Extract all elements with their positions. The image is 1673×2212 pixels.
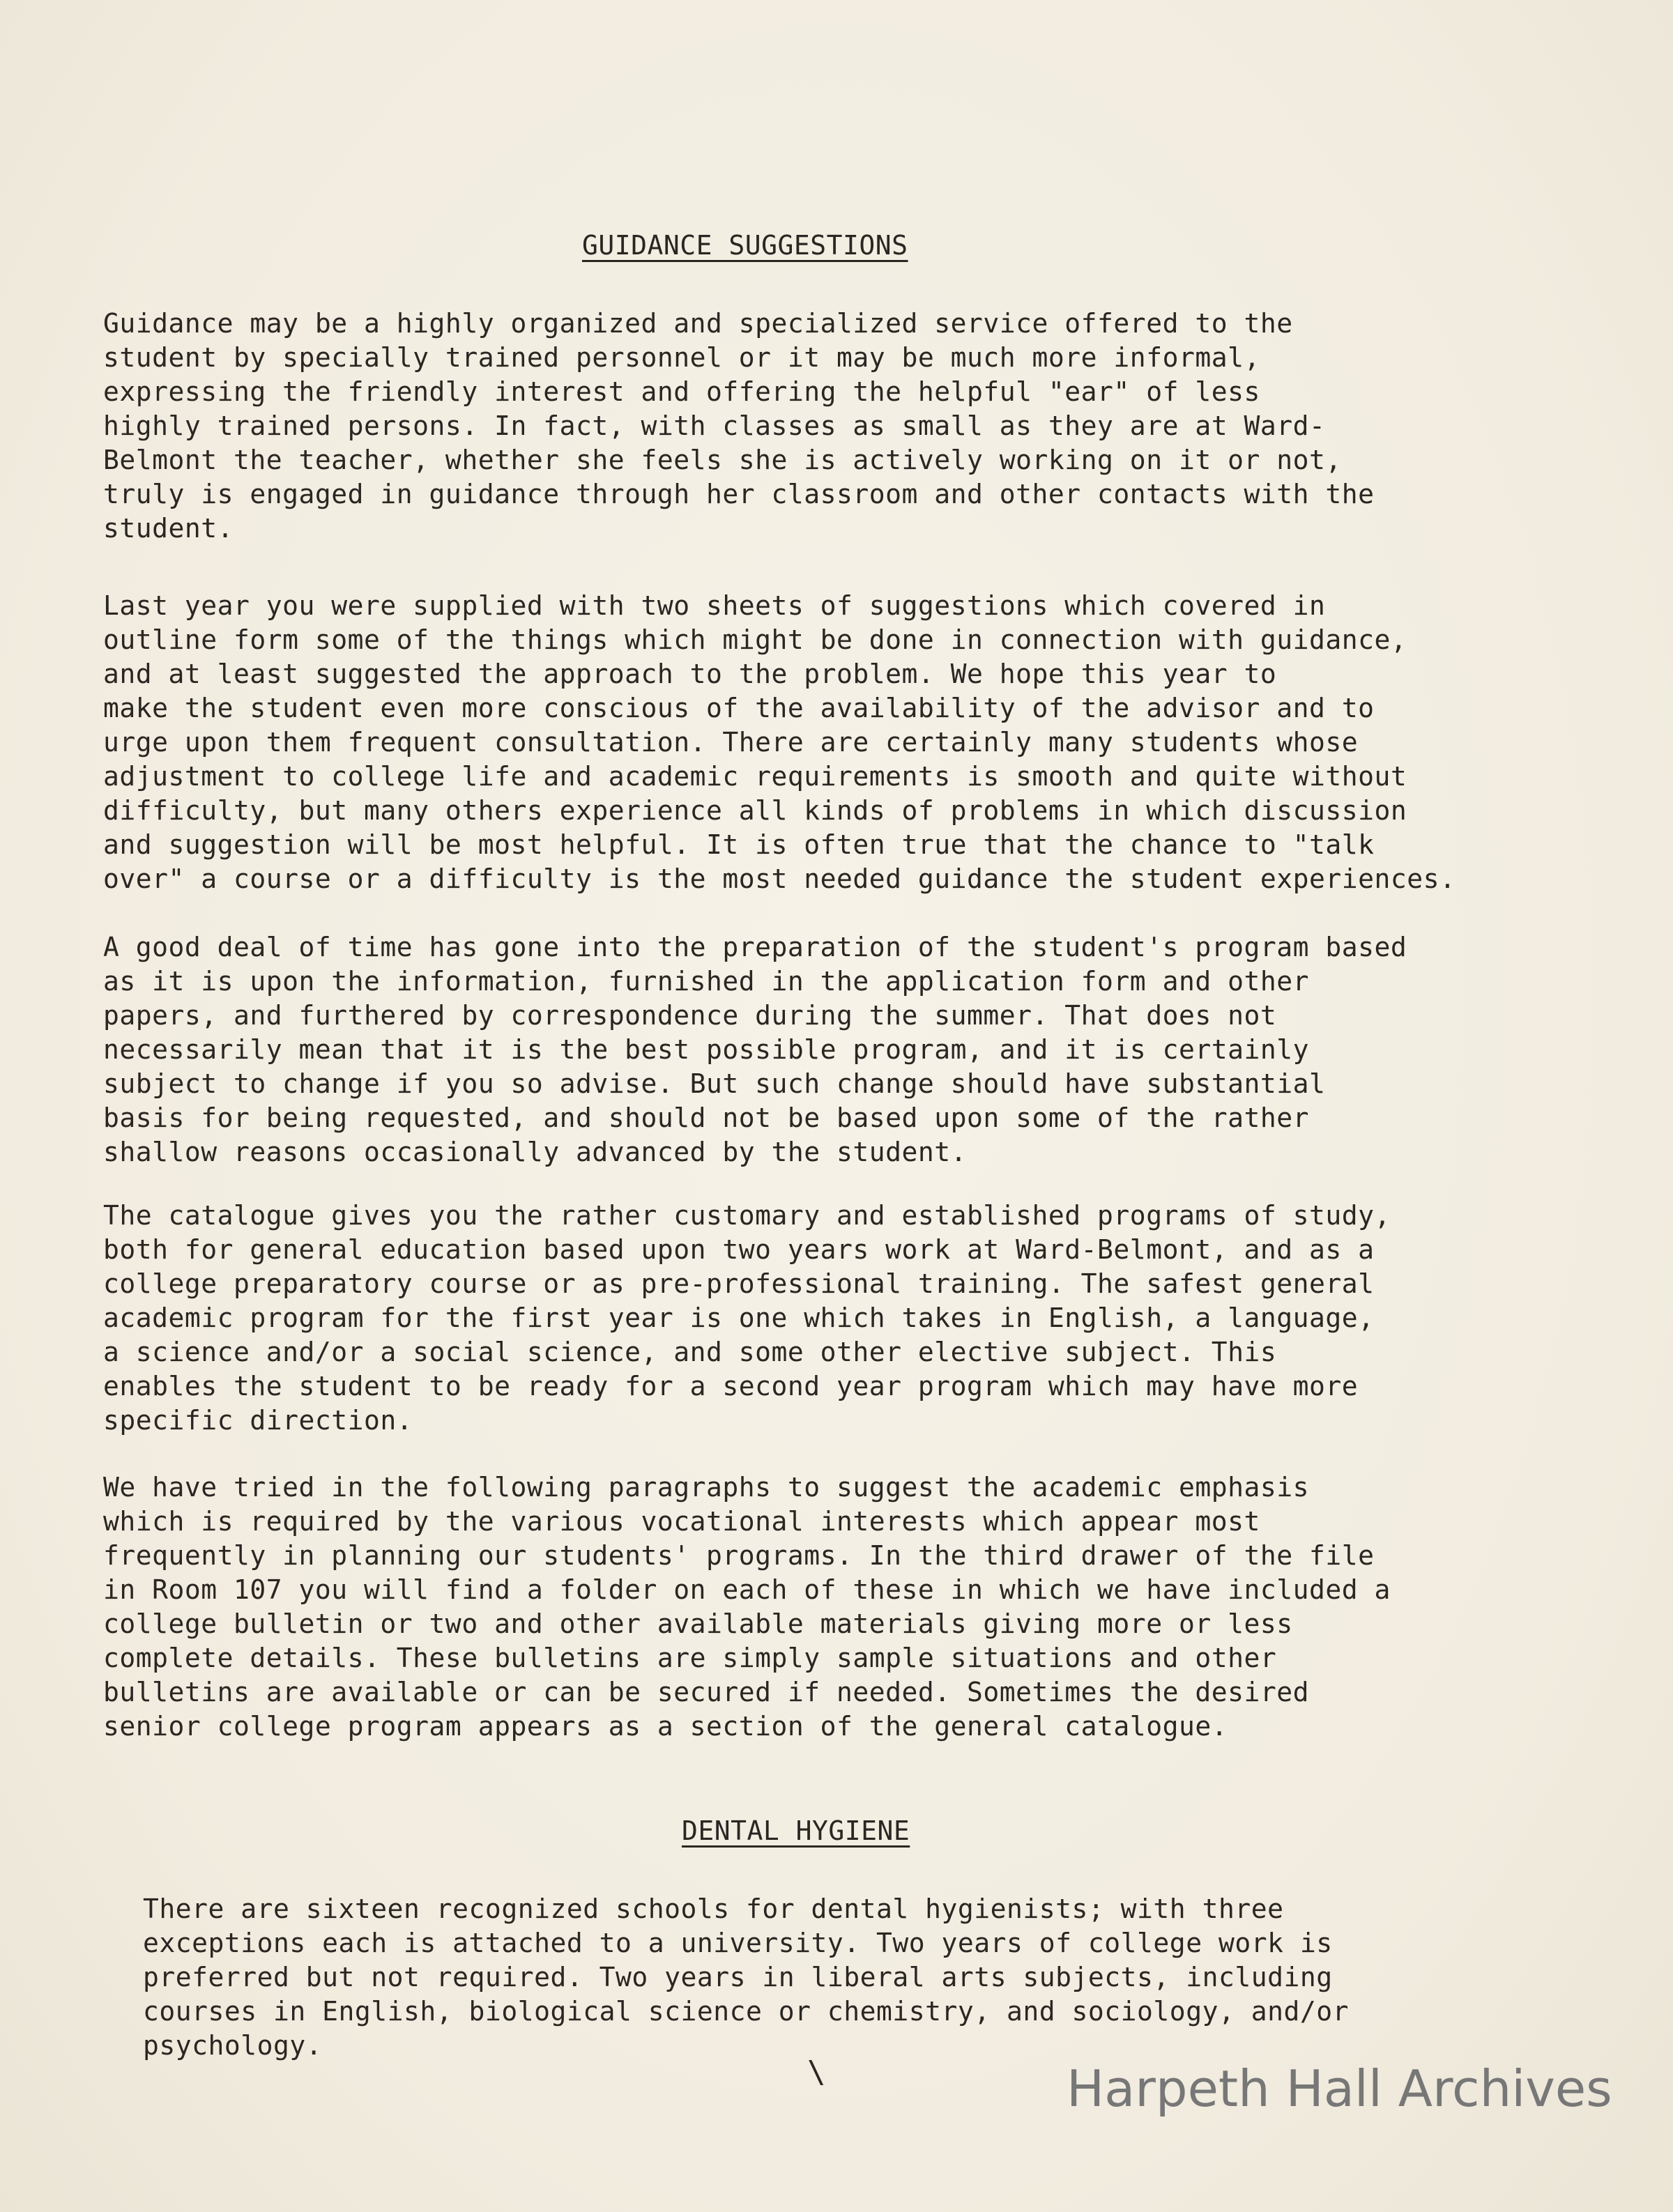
paragraph-line: complete details. These bulletins are simply sample situations and other (103, 1643, 1277, 1673)
paragraph-line: courses in English, biological science or chemistry, and sociology, and/or (143, 1996, 1349, 2027)
paragraph-line: Belmont the teacher, whether she feels she is actively working on it or not, (103, 445, 1342, 475)
paragraph-line: enables the student to be ready for a second year program which may have more (103, 1371, 1359, 1401)
paragraph-vocational-interests (103, 1470, 1539, 1744)
paragraph-line: which is required by the various vocational interests which appear most (103, 1506, 1260, 1537)
paragraph-line: in Room 107 you will find a folder on each of these in which we have included a (103, 1574, 1391, 1605)
paragraph-catalogue (103, 1199, 1539, 1438)
paragraph-last-year (103, 589, 1539, 896)
paragraph-line: The catalogue gives you the rather customary and established programs of study, (103, 1200, 1391, 1231)
document-title: GUIDANCE SUGGESTIONS (582, 230, 908, 261)
paragraph-line: urge upon them frequent consultation. There are certainly many students whose (103, 727, 1359, 758)
paragraph-line: psychology. (143, 2030, 323, 2061)
paragraph-line: specific direction. (103, 1405, 413, 1436)
paragraph-program-preparation (103, 930, 1539, 1169)
paragraph-line: We have tried in the following paragraphs to suggest the academic emphasis (103, 1472, 1309, 1503)
paragraph-line: outline form some of the things which might be done in connection with guidance, (103, 624, 1407, 655)
paragraph-line: difficulty, but many others experience all kinds of problems in which discussion (103, 795, 1407, 826)
paragraph-line: college bulletin or two and other available materials giving more or less (103, 1608, 1293, 1639)
paragraph-line: bulletins are available or can be secured if needed. Sometimes the desired (103, 1677, 1309, 1707)
paragraph-line: There are sixteen recognized schools for dental hygienists; with three (143, 1894, 1284, 1924)
paragraph-line: a science and/or a social science, and some other elective subject. This (103, 1337, 1277, 1367)
paragraph-line: A good deal of time has gone into the preparation of the student's program based (103, 932, 1407, 962)
paragraph-line: college preparatory course or as pre-professional training. The safest general (103, 1268, 1375, 1299)
paragraph-line: both for general education based upon two years work at Ward-Belmont, and as a (103, 1234, 1375, 1265)
paragraph-line: academic program for the first year is one which takes in English, a language, (103, 1303, 1375, 1333)
paragraph-line: student by specially trained personnel or it may be much more informal, (103, 342, 1260, 373)
handwritten-mark: \ (807, 2054, 826, 2090)
paragraph-line: senior college program appears as a section of the general catalogue. (103, 1711, 1228, 1742)
paragraph-line: Guidance may be a highly organized and specialized service offered to the (103, 308, 1293, 339)
paragraph-line: student. (103, 513, 234, 544)
paragraph-line: shallow reasons occasionally advanced by the student. (103, 1137, 968, 1167)
paragraph-line: papers, and furthered by correspondence during the summer. That does not (103, 1000, 1277, 1031)
paragraph-intro (103, 307, 1539, 546)
paragraph-line: and at least suggested the approach to the problem. We hope this year to (103, 659, 1277, 689)
section-title-dental-hygiene: DENTAL HYGIENE (682, 1815, 910, 1846)
paragraph-line: and suggestion will be most helpful. It is often true that the chance to "talk (103, 829, 1375, 860)
paragraph-line: make the student even more conscious of the availability of the advisor and to (103, 693, 1375, 723)
paragraph-line: adjustment to college life and academic requirements is smooth and quite without (103, 761, 1407, 792)
paragraph-line: subject to change if you so advise. But such change should have substantial (103, 1068, 1326, 1099)
paragraph-line: frequently in planning our students' programs. In the third drawer of the file (103, 1540, 1375, 1571)
paragraph-line: basis for being requested, and should not be based upon some of the rather (103, 1103, 1309, 1133)
paragraph-line: necessarily mean that it is the best possible program, and it is certainly (103, 1034, 1309, 1065)
paragraph-line: expressing the friendly interest and offering the helpful "ear" of less (103, 376, 1260, 407)
paragraph-dental-hygiene (143, 1892, 1579, 2063)
paragraph-line: preferred but not required. Two years in liberal arts subjects, including (143, 1962, 1333, 1992)
paragraph-line: highly trained persons. In fact, with classes as small as they are at Ward- (103, 410, 1326, 441)
paragraph-line: exceptions each is attached to a university. Two years of college work is (143, 1928, 1333, 1958)
paragraph-line: over" a course or a difficulty is the most needed guidance the student experiences. (103, 863, 1456, 894)
archive-watermark: Harpeth Hall Archives (1067, 2059, 1612, 2118)
paragraph-line: Last year you were supplied with two sheets of suggestions which covered in (103, 590, 1326, 621)
paragraph-line: as it is upon the information, furnished in the application form and other (103, 966, 1309, 997)
paragraph-line: truly is engaged in guidance through her classroom and other contacts with the (103, 479, 1375, 509)
